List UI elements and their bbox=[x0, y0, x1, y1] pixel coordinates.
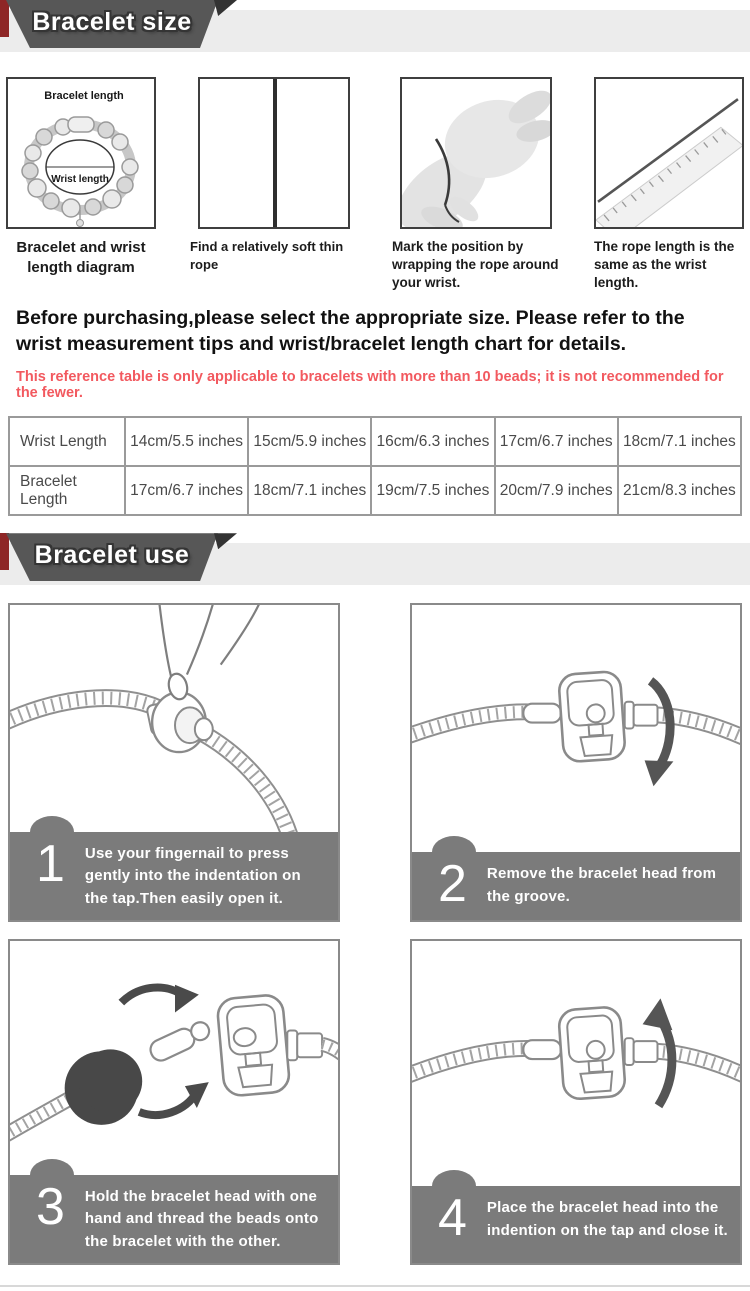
ribbon bbox=[0, 0, 245, 48]
step-text: Remove the bracelet head from the groove. bbox=[486, 865, 717, 905]
clasp-head-drawing bbox=[558, 671, 626, 763]
table-cell: 18cm/7.1 inches bbox=[248, 466, 371, 515]
ribbon-fold bbox=[214, 0, 237, 16]
step-2-illustration bbox=[412, 605, 740, 852]
figure-rope bbox=[190, 77, 358, 293]
table-row bbox=[9, 417, 741, 466]
rotate-down-arrow-icon bbox=[645, 681, 674, 786]
step-number: 4 bbox=[438, 1189, 467, 1248]
step-3-panel bbox=[8, 939, 340, 1265]
step-number: 3 bbox=[36, 1177, 65, 1236]
clasp-head-drawing bbox=[217, 994, 291, 1097]
size-intro-text: Before purchasing,please select the appropriate size. Please refer to the wrist measurement tips and wrist/bracelet length chart for details. bbox=[16, 306, 685, 355]
wrist-length-row-label: Wrist Length bbox=[9, 417, 125, 466]
table-cell: 20cm/7.9 inches bbox=[495, 466, 618, 515]
figure-caption: Find a relatively soft thin rope bbox=[190, 239, 344, 272]
step-2-panel bbox=[410, 603, 742, 922]
step-4-illustration bbox=[412, 941, 740, 1186]
bracelet-use-banner bbox=[0, 533, 750, 585]
step-3-illustration bbox=[10, 941, 338, 1175]
bracelet-length-label: Bracelet length bbox=[44, 90, 124, 102]
bottom-divider bbox=[0, 1285, 750, 1291]
step-4-panel bbox=[410, 939, 742, 1265]
ribbon-red-accent bbox=[0, 533, 9, 570]
bracelet-diagram-image bbox=[6, 77, 156, 229]
step-4-caption-bar bbox=[412, 1186, 740, 1263]
step-number: 1 bbox=[36, 834, 65, 893]
ribbon bbox=[0, 533, 245, 581]
table-cell: 17cm/6.7 inches bbox=[495, 417, 618, 466]
figure-caption: Bracelet and wrist length diagram bbox=[16, 239, 146, 277]
wrap-wrist-image bbox=[400, 77, 552, 229]
table-cell: 14cm/5.5 inches bbox=[125, 417, 248, 466]
rope-line bbox=[273, 79, 277, 227]
step-1-panel bbox=[8, 603, 340, 922]
table-cell: 16cm/6.3 inches bbox=[371, 417, 494, 466]
use-steps-grid bbox=[0, 603, 750, 1265]
bracelet-length-row-label: Bracelet Length bbox=[9, 466, 125, 515]
step-3-caption-bar bbox=[10, 1175, 338, 1264]
ruler-image bbox=[594, 77, 744, 229]
step-text: Hold the bracelet head with one hand and thread the beads onto the bracelet with the other. bbox=[84, 1187, 319, 1250]
reference-warning-text: This reference table is only applicable to bracelets with more than 10 beads; it is not recommended for the fewer. bbox=[16, 369, 724, 402]
figure-ruler bbox=[594, 77, 744, 293]
step-2-caption-bar bbox=[412, 852, 740, 920]
wrist-wrapping-illustration bbox=[402, 79, 550, 227]
clasp-head-drawing bbox=[558, 1007, 626, 1101]
step-text: Place the bracelet head into the indention on the tap and close it. bbox=[486, 1199, 728, 1239]
table-cell: 15cm/5.9 inches bbox=[248, 417, 371, 466]
step-number: 2 bbox=[438, 855, 467, 914]
ruler-illustration bbox=[596, 79, 742, 228]
size-chart-table bbox=[8, 416, 742, 516]
figure-caption: The rope length is the same as the wrist length. bbox=[594, 239, 735, 291]
rope-image bbox=[198, 77, 350, 229]
bracelet-size-banner bbox=[0, 0, 750, 52]
step-text: Use your fingernail to press gently into the indentation on the tap.Then easily open it. bbox=[84, 844, 301, 907]
table-cell: 21cm/8.3 inches bbox=[618, 466, 741, 515]
table-cell: 19cm/7.5 inches bbox=[371, 466, 494, 515]
wrist-length-label: Wrist length bbox=[51, 174, 109, 185]
bracelet-diagram-illustration bbox=[8, 79, 154, 227]
ribbon-fold bbox=[214, 533, 237, 549]
table-cell: 17cm/6.7 inches bbox=[125, 466, 248, 515]
measurement-figures-row bbox=[0, 77, 750, 293]
figure-bracelet-diagram bbox=[6, 77, 156, 293]
bracelet-size-title: Bracelet size bbox=[32, 8, 192, 36]
rope-illustration bbox=[200, 79, 348, 227]
figure-wrap-wrist bbox=[392, 77, 560, 293]
bracelet-use-title: Bracelet use bbox=[34, 541, 190, 570]
table-row bbox=[9, 466, 741, 515]
ribbon-red-accent bbox=[0, 0, 9, 37]
table-cell: 18cm/7.1 inches bbox=[618, 417, 741, 466]
finger-drawing bbox=[159, 605, 260, 681]
step-1-caption-bar bbox=[10, 832, 338, 921]
figure-caption: Mark the position by wrapping the rope around your wrist. bbox=[392, 239, 559, 291]
step-1-illustration bbox=[10, 605, 338, 832]
